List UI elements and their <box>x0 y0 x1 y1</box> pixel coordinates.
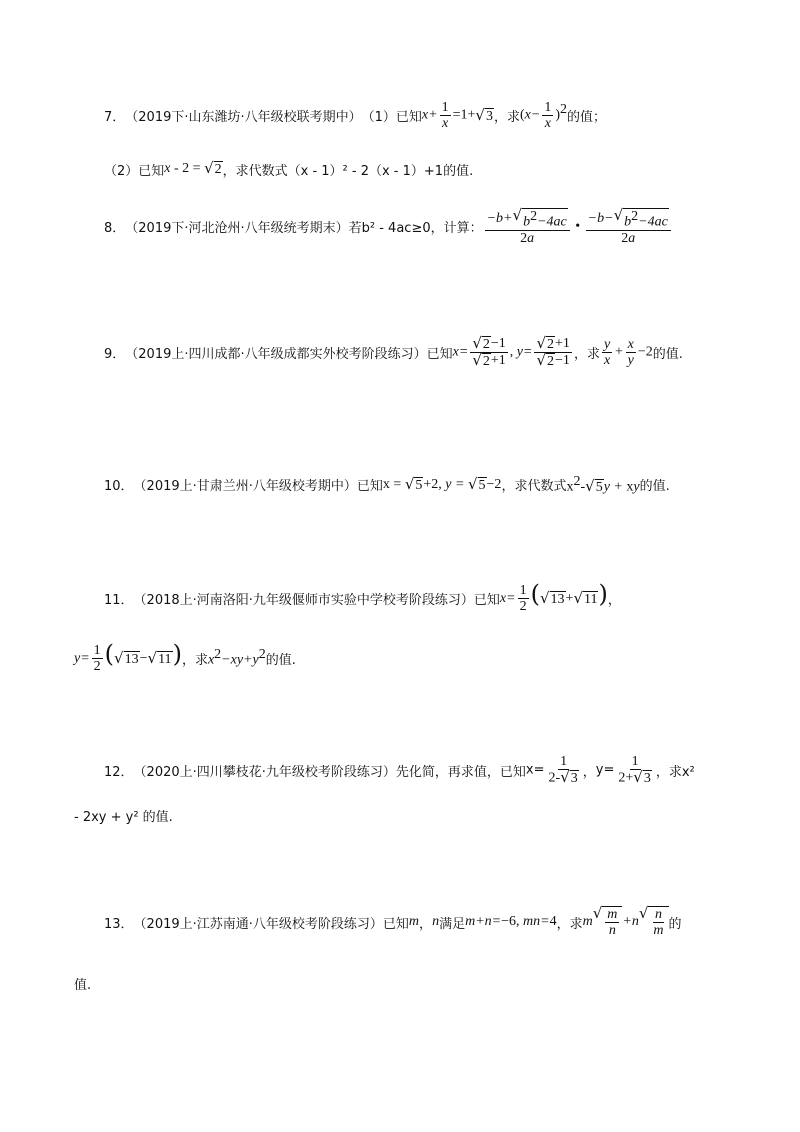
variable-m: m <box>408 914 420 929</box>
problem-8-line <box>104 208 673 246</box>
part-2-label: （2）已知 <box>104 164 165 179</box>
problem-source: （2020上·四川攀枝花·九年级校考阶段练习） <box>133 764 396 780</box>
known-text: 已知 <box>426 347 453 362</box>
x-definition: x= 1 2- √ 3 <box>525 754 578 786</box>
condition-text: 若b² - 4ac≥0，计算： <box>348 221 483 237</box>
comma: ， <box>607 592 621 608</box>
satisfy-text: 满足 <box>439 916 466 932</box>
problem-13-line-2 <box>74 974 91 993</box>
ask-text: ，求 <box>556 916 583 932</box>
known-text: 已知 <box>382 916 409 932</box>
ask-text: ，求 <box>181 652 208 668</box>
continuation-text: - 2xy + y² 的值. <box>74 810 173 825</box>
part-1-label: （1）已知 <box>361 110 422 125</box>
given-equation: x+ $\frac{1}{x}$ =1+ √ 3 <box>421 100 493 131</box>
problem-number: 8． <box>104 221 126 237</box>
ending-text: 的值. <box>652 347 683 362</box>
x-definition: x= $\frac{1}{2}$ ( √ 13 + √ 11 ) <box>499 580 608 615</box>
target-expression: $\frac{y}{x}$ + $\frac{x}{y}$ −2 <box>603 337 653 368</box>
problem-source: （2019上·江苏南通·八年级校考阶段练习） <box>133 916 383 932</box>
y-definition: y= $\frac{1}{2}$ ( √ 13 − √ 11 ) <box>74 640 182 675</box>
part-2-condition: x - 2 = √ 2 <box>164 159 222 178</box>
problem-source: （2019下·山东潍坊·八年级校联考期中） <box>125 110 362 125</box>
ending-text: 的值； <box>566 110 606 125</box>
problem-13-line-1 <box>104 906 682 938</box>
problem-11-line-1 <box>104 582 621 614</box>
ask-text: ，求x² <box>655 764 695 780</box>
part-2-tail: ，求代数式（x - 1）² - 2（x - 1）+1的值. <box>222 164 474 179</box>
problem-number: 9． <box>104 347 126 362</box>
problem-number: 10． <box>104 479 134 495</box>
instruction-text: 先化简，再求值，已知 <box>395 764 526 780</box>
problem-10-line <box>104 474 670 496</box>
target-expression: m √ $\frac{m}{n}$ +n √ $\frac{n}{m}$ <box>583 906 669 938</box>
target-expression: (x− $\frac{1}{x}$ )$^2$ <box>519 100 567 131</box>
y-definition: y= 1 2+ √ 3 <box>595 754 651 786</box>
problem-number: 11． <box>104 592 134 608</box>
known-text: 已知 <box>356 479 383 495</box>
variable-n: n <box>432 914 440 929</box>
problem-12-line-1 <box>104 754 695 786</box>
known-text: 已知 <box>473 592 500 608</box>
xy-definition: x= √ 2 −1 √ 2 +1 , y= √ 2 +1 √ 2 −1 <box>452 334 570 369</box>
problem-source: （2019上·四川成都·八年级成都实外校考阶段练习） <box>125 347 427 362</box>
problem-7-line-1 <box>104 100 606 131</box>
ask-text: ，求代数式 <box>501 479 567 495</box>
ending-text: 的值. <box>639 479 670 495</box>
ask-text: ，求 <box>573 347 600 362</box>
continuation-text: 值. <box>74 978 92 993</box>
problem-number: 13． <box>104 916 134 932</box>
ending-text: 的值. <box>265 652 296 668</box>
problem-number: 12． <box>104 764 134 780</box>
problem-source: （2019下·河北沧州·八年级统考期末） <box>125 221 349 237</box>
problem-number: 7． <box>104 110 126 125</box>
condition-expression: m+n=−6, mn=4 <box>465 914 557 929</box>
problem-9-line <box>104 336 683 369</box>
problem-source: （2018上·河南洛阳·九年级偃师市实验中学校考阶段练习） <box>133 592 474 608</box>
given-tail: ，求 <box>493 110 520 125</box>
product-expression: −b+ √ $b^2-4ac$ 2a • −b− √ $b^2-4ac$ 2a <box>483 208 673 246</box>
problem-7-line-2 <box>104 160 473 179</box>
separator: ， <box>582 764 596 780</box>
target-expression: $x^2-$ √ 5 y + xy <box>566 474 640 496</box>
separator: ， <box>419 916 433 932</box>
problem-source: （2019上·甘肃兰州·八年级校考期中） <box>133 479 357 495</box>
problem-12-line-2 <box>74 806 173 825</box>
ending-text: 的 <box>668 916 682 932</box>
problem-11-line-2 <box>74 642 296 674</box>
xy-definition: x = √ 5 +2, y = √ 5 −2 <box>382 474 502 493</box>
target-expression: $x^2-xy+y^2$ <box>207 647 266 668</box>
